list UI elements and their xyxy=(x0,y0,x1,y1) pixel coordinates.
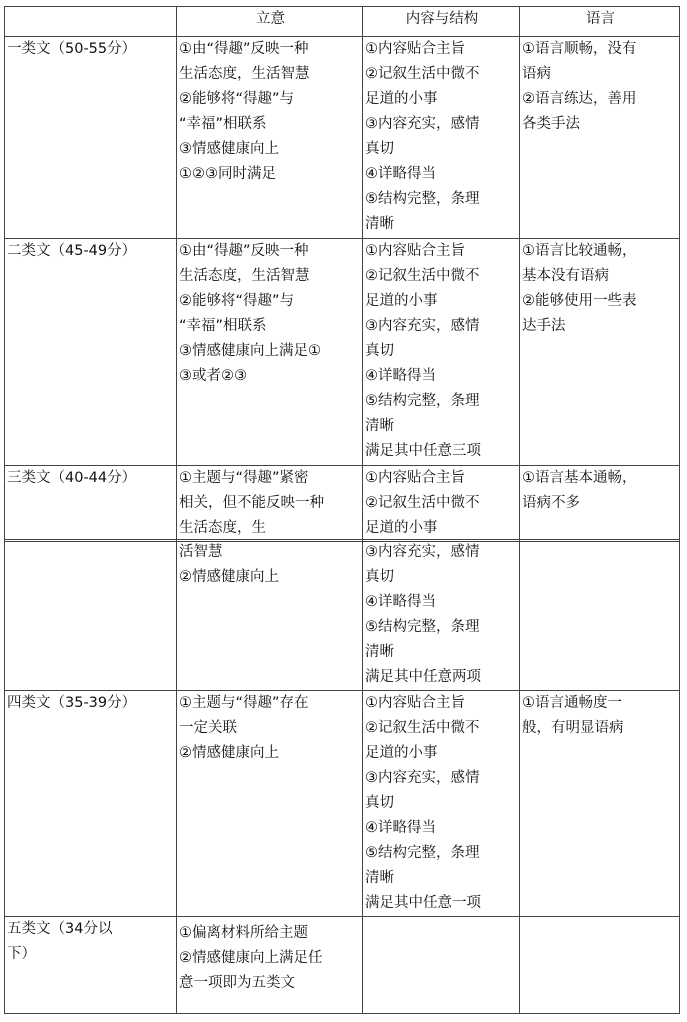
text-line: 足道的小事 xyxy=(365,91,438,107)
text-line: 生活态度，生 xyxy=(179,520,266,536)
text-line: ①内容贴合主旨 xyxy=(365,695,465,711)
language-cell xyxy=(520,540,680,691)
text-line: 语病不多 xyxy=(522,495,580,511)
text-line: ①内容贴合主旨 xyxy=(365,243,465,259)
text-line: 活智慧 xyxy=(179,544,223,560)
text-line: ⑤结构完整，条理 xyxy=(365,191,480,207)
text-line: ②情感健康向上 xyxy=(179,745,279,761)
content-cell xyxy=(363,691,520,917)
text-line: ②语言练达，善用 xyxy=(522,91,637,107)
content-cell xyxy=(363,540,520,691)
rubric-table-part2 xyxy=(4,539,680,1014)
language-cell xyxy=(520,466,680,542)
liyi-cell xyxy=(177,540,363,691)
text-line: 真切 xyxy=(365,343,394,359)
text-line: 清晰 xyxy=(365,216,394,232)
language-cell xyxy=(520,917,680,1014)
text-line: 下） xyxy=(7,946,36,962)
rubric-table-part1 xyxy=(4,6,680,542)
text-line: ①偏离材料所给主题 xyxy=(179,925,308,941)
text-line: ②能够使用一些表 xyxy=(522,293,637,309)
text-line: “幸福”相联系 xyxy=(179,116,267,132)
text-line: ①语言通畅度一 xyxy=(522,695,622,711)
text-line: ①由“得趣”反映一种 xyxy=(179,41,309,57)
category-cell xyxy=(5,239,177,466)
category-cell xyxy=(5,540,177,691)
text-line: ③情感健康向上满足① xyxy=(179,343,321,359)
text-line: ④详略得当 xyxy=(365,594,436,610)
liyi-cell xyxy=(177,37,363,239)
text-line: 足道的小事 xyxy=(365,520,438,536)
table-row xyxy=(5,691,680,917)
language-cell xyxy=(520,691,680,917)
text-line: 满足其中任意一项 xyxy=(365,895,481,911)
text-line: ①主题与“得趣”存在 xyxy=(179,695,309,711)
content-cell xyxy=(363,239,520,466)
text-line: ①内容贴合主旨 xyxy=(365,470,465,486)
text-line: ③内容充实，感情 xyxy=(365,770,480,786)
header-row xyxy=(5,7,680,37)
category-cell xyxy=(5,37,177,239)
text-line: 语病 xyxy=(522,66,551,82)
text-line: 生活态度，生活智慧 xyxy=(179,66,310,82)
header-liyi: 立意 xyxy=(177,7,363,37)
text-line: ⑤结构完整，条理 xyxy=(365,393,480,409)
liyi-cell xyxy=(177,917,363,1014)
text-line: ②情感健康向上 xyxy=(179,569,279,585)
content-cell xyxy=(363,917,520,1014)
text-line: ②能够将“得趣”与 xyxy=(179,293,295,309)
text-line: ②情感健康向上满足任 xyxy=(179,950,323,966)
text-line: 清晰 xyxy=(365,418,394,434)
text-line: 足道的小事 xyxy=(365,293,438,309)
text-line: 清晰 xyxy=(365,644,394,660)
text-line: ①由“得趣”反映一种 xyxy=(179,243,309,259)
text-line: 般，有明显语病 xyxy=(522,720,624,736)
text-line: 一定关联 xyxy=(179,720,237,736)
text-line: 生活态度，生活智慧 xyxy=(179,268,310,284)
text-line: 真切 xyxy=(365,141,394,157)
table-row xyxy=(5,917,680,1014)
table-row xyxy=(5,466,680,542)
text-line: 达手法 xyxy=(522,318,566,334)
category-cell xyxy=(5,917,177,1014)
table-row xyxy=(5,239,680,466)
table-row xyxy=(5,540,680,691)
category-cell xyxy=(5,691,177,917)
text-line: 真切 xyxy=(365,569,394,585)
text-line: ②记叙生活中微不 xyxy=(365,66,480,82)
text-line: 意一项即为五类文 xyxy=(179,975,295,991)
text-line: 五类文（34分以 xyxy=(7,921,113,937)
text-line: ①②③同时满足 xyxy=(179,166,276,182)
text-line: ①语言顺畅，没有 xyxy=(522,41,637,57)
text-line: ①语言比较通畅， xyxy=(522,243,637,259)
content-cell xyxy=(363,466,520,542)
liyi-cell xyxy=(177,466,363,542)
text-line: 满足其中任意两项 xyxy=(365,669,481,685)
text-line: 相关，但不能反映一种 xyxy=(179,495,324,511)
text-line: ①内容贴合主旨 xyxy=(365,41,465,57)
text-line: 三类文（40-44分） xyxy=(7,470,137,486)
text-line: ③情感健康向上 xyxy=(179,141,279,157)
text-line: ①语言基本通畅， xyxy=(522,470,637,486)
text-line: 二类文（45-49分） xyxy=(7,243,137,259)
header-content: 内容与结构 xyxy=(363,7,520,37)
text-line: ④详略得当 xyxy=(365,820,436,836)
text-line: ②能够将“得趣”与 xyxy=(179,91,295,107)
text-line: ⑤结构完整，条理 xyxy=(365,845,480,861)
text-line: “幸福”相联系 xyxy=(179,318,267,334)
liyi-cell xyxy=(177,691,363,917)
text-line: ②记叙生活中微不 xyxy=(365,495,480,511)
text-line: 足道的小事 xyxy=(365,745,438,761)
text-line: ④详略得当 xyxy=(365,368,436,384)
text-line: ②记叙生活中微不 xyxy=(365,720,480,736)
text-line: 基本没有语病 xyxy=(522,268,609,284)
header-category xyxy=(5,7,177,37)
text-line: ④详略得当 xyxy=(365,166,436,182)
text-line: 四类文（35-39分） xyxy=(7,695,137,711)
text-line: 各类手法 xyxy=(522,116,580,132)
header-language: 语言 xyxy=(520,7,680,37)
text-line: 满足其中任意三项 xyxy=(365,443,481,459)
text-line: 一类文（50-55分） xyxy=(7,41,137,57)
text-line: ③或者②③ xyxy=(179,368,247,384)
liyi-cell xyxy=(177,239,363,466)
text-line: 清晰 xyxy=(365,870,394,886)
content-cell xyxy=(363,37,520,239)
text-line: ②记叙生活中微不 xyxy=(365,268,480,284)
text-line: ③内容充实，感情 xyxy=(365,318,480,334)
text-line: ①主题与“得趣”紧密 xyxy=(179,470,309,486)
text-line: ⑤结构完整，条理 xyxy=(365,619,480,635)
category-cell xyxy=(5,466,177,542)
text-line: ③内容充实，感情 xyxy=(365,116,480,132)
language-cell xyxy=(520,239,680,466)
language-cell xyxy=(520,37,680,239)
text-line: ③内容充实，感情 xyxy=(365,544,480,560)
text-line: 真切 xyxy=(365,795,394,811)
table-row xyxy=(5,37,680,239)
